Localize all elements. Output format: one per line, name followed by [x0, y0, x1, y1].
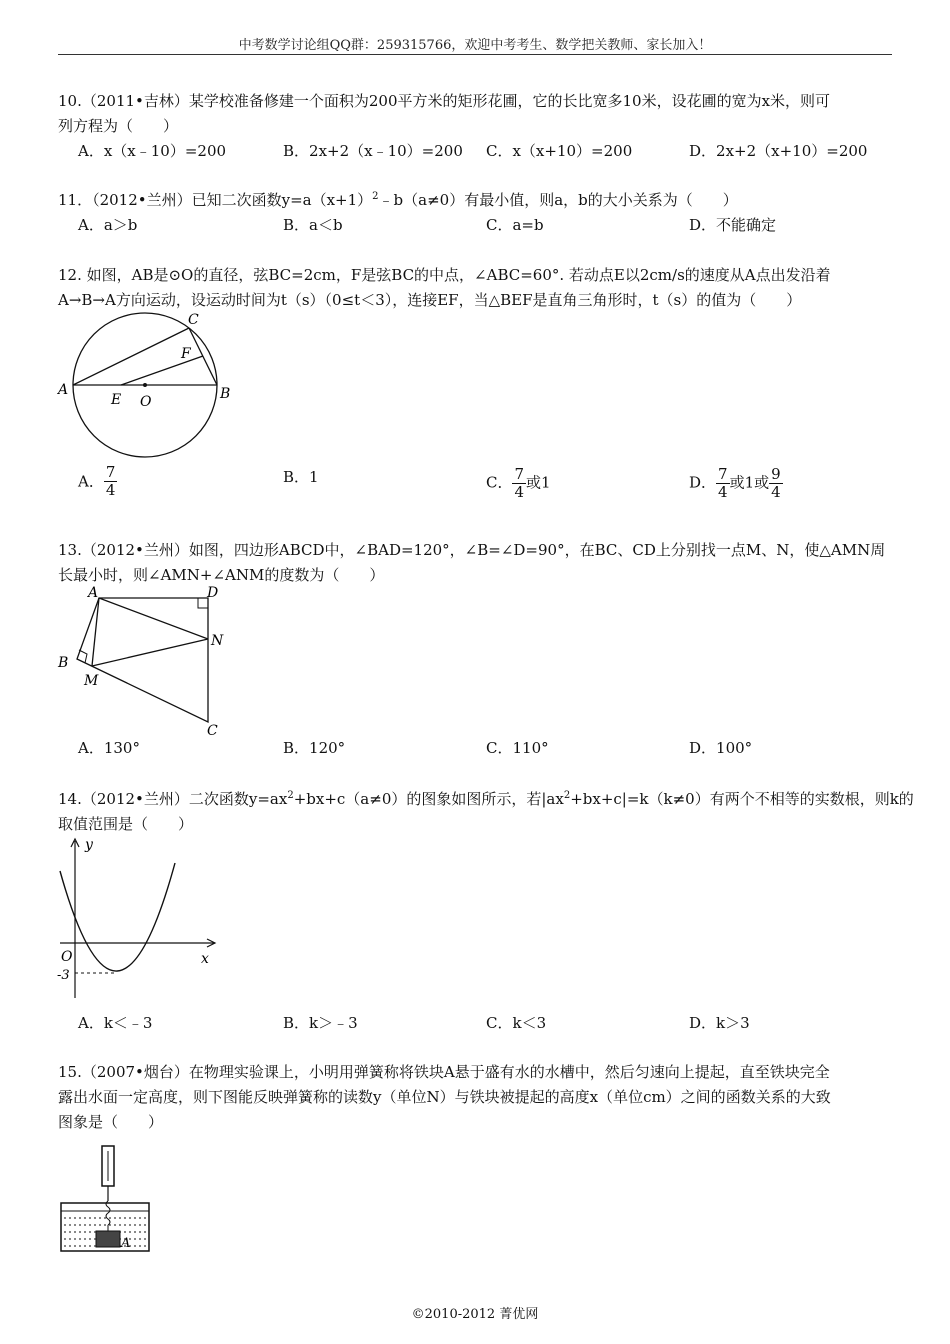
q14-superscript-2: 2 — [563, 790, 571, 801]
q10-option-c: C．x（x+10）=200 — [486, 142, 633, 160]
q12-d-denominator-2: 4 — [771, 483, 781, 501]
page-footer: ©2010-2012 菁优网 — [411, 1307, 539, 1322]
q12-label-a: A — [58, 382, 69, 398]
q12-d-numerator-2: 9 — [771, 465, 781, 483]
q14-option-b: B．k＞﹣3 — [283, 1014, 358, 1032]
q11-option-d: D．不能确定 — [689, 216, 777, 234]
q14-stem-line2: 取值范围是（ ） — [58, 815, 194, 833]
q12-stem-line2: A→B→A方向运动，设运动时间为t（s）（0≤t＜3），连接EF，当△BEF是直角三角形时，t（s）的值为（ ） — [58, 291, 802, 309]
q12-label-o: O — [140, 394, 152, 410]
q12-label-b: B — [220, 386, 231, 402]
q14-label-minus3: -3 — [57, 968, 70, 983]
q13-label-d: D — [207, 585, 219, 601]
q12-stem-line1: 12. 如图，AB是⊙O的直径，弦BC=2cm，F是弦BC的中点，∠ABC=60°. 若动点E以2cm/s的速度从A点出发沿着 — [58, 266, 831, 284]
q13-option-b: B．120° — [283, 739, 346, 757]
q14-stem-part2: +bx+c（a≠0）的图象如图所示，若|ax — [293, 790, 564, 808]
q12-option-c — [486, 466, 551, 501]
q14-option-c: C．k＜3 — [486, 1014, 547, 1032]
q12-a-numerator: 7 — [105, 463, 116, 481]
q14-superscript-1: 2 — [287, 790, 294, 801]
q13-stem-line2: 长最小时，则∠AMN+∠ANM的度数为（ ） — [58, 566, 385, 584]
q14-option-d: D．k＞3 — [689, 1014, 750, 1032]
q14-parabola-graph — [55, 833, 225, 1008]
q15-spring-scale-figure — [58, 1143, 153, 1255]
page-header: 中考数学讨论组QQ群：259315766，欢迎中考考生、数学把关教师、家长加入！ — [238, 38, 712, 53]
q15-label-a: A — [121, 1236, 131, 1251]
q12-label-f: F — [181, 346, 191, 362]
q10-option-a: A．x（x﹣10）=200 — [78, 142, 227, 160]
q12-option-b: B．1 — [283, 468, 319, 486]
q13-label-c: C — [207, 723, 218, 738]
q13-stem-line1: 13.（2012•兰州）如图，四边形ABCD中，∠BAD=120°，∠B=∠D=90°，在BC、CD上分别找一点M、N，使△AMN周 — [58, 541, 886, 559]
q13-quadrilateral-figure — [55, 583, 230, 738]
q11-stem-part2: ﹣b（a≠0）有最小值，则a，b的大小关系为（ ） — [378, 191, 738, 209]
q11-option-b: B．a＜b — [283, 216, 343, 234]
q11-option-a: A．a＞b — [78, 216, 138, 234]
q13-label-n: N — [211, 633, 224, 649]
q10-stem-line1: 10.（2011•吉林）某学校准备修建一个面积为200平方米的矩形花圃，它的长比宽多10米，设花圃的宽为x米，则可 — [58, 92, 831, 110]
q14-stem-part3: +bx+c|=k（k≠0）有两个不相等的实数根，则k的 — [570, 790, 914, 808]
header-rule — [58, 54, 892, 55]
q14-label-x: x — [201, 951, 209, 967]
q15-stem-line1: 15.（2007•烟台）在物理实验课上，小明用弹簧称将铁块A悬于盛有水的水槽中，然后匀速向上提起，直至铁块完全 — [58, 1063, 830, 1081]
q11-stem-line1 — [58, 189, 738, 210]
q12-c-tail: 或1 — [526, 473, 551, 492]
q12-circle-figure — [55, 308, 240, 458]
q14-label-y: y — [85, 837, 93, 853]
q12-c-numerator: 7 — [514, 465, 525, 483]
q14-label-origin: O — [61, 949, 73, 965]
q11-option-c: C．a=b — [486, 216, 544, 234]
q14-stem-line1 — [58, 788, 914, 809]
q12-option-c-label: C． — [486, 473, 513, 492]
q12-d-numerator-1: 7 — [718, 465, 728, 483]
q12-option-d-label: D． — [689, 473, 717, 492]
q13-label-m: M — [84, 673, 99, 689]
q13-label-a: A — [88, 585, 99, 601]
q15-stem-line2: 露出水面一定高度，则下图能反映弹簧称的读数y（单位N）与铁块被提起的高度x（单位cm）之间的函数关系的大致 — [58, 1088, 831, 1106]
q12-option-a — [78, 463, 117, 499]
q12-d-denominator-1: 4 — [718, 483, 728, 501]
q12-option-a-label: A． — [78, 472, 104, 491]
q14-option-a: A．k＜﹣3 — [78, 1014, 153, 1032]
q13-label-b: B — [58, 655, 69, 671]
q11-stem-part1: 11．（2012•兰州）已知二次函数y=a（x+1） — [58, 191, 373, 209]
q12-option-d — [689, 466, 783, 501]
q13-option-a: A．130° — [78, 739, 140, 757]
q14-stem-part1: 14.（2012•兰州）二次函数y=ax — [58, 790, 288, 808]
q12-a-denominator: 4 — [105, 481, 116, 499]
q12-c-denominator: 4 — [514, 483, 525, 501]
q12-d-middle: 或1或 — [729, 473, 770, 492]
q10-option-b: B．2x+2（x﹣10）=200 — [283, 142, 463, 160]
q12-label-e: E — [111, 392, 122, 408]
q12-label-c: C — [188, 312, 199, 328]
q15-stem-line3: 图象是（ ） — [58, 1113, 164, 1131]
q10-stem-line2: 列方程为（ ） — [58, 117, 179, 135]
q13-option-c: C．110° — [486, 739, 549, 757]
q11-superscript: 2 — [372, 191, 379, 202]
q10-option-d: D．2x+2（x+10）=200 — [689, 142, 868, 160]
q13-option-d: D．100° — [689, 739, 753, 757]
